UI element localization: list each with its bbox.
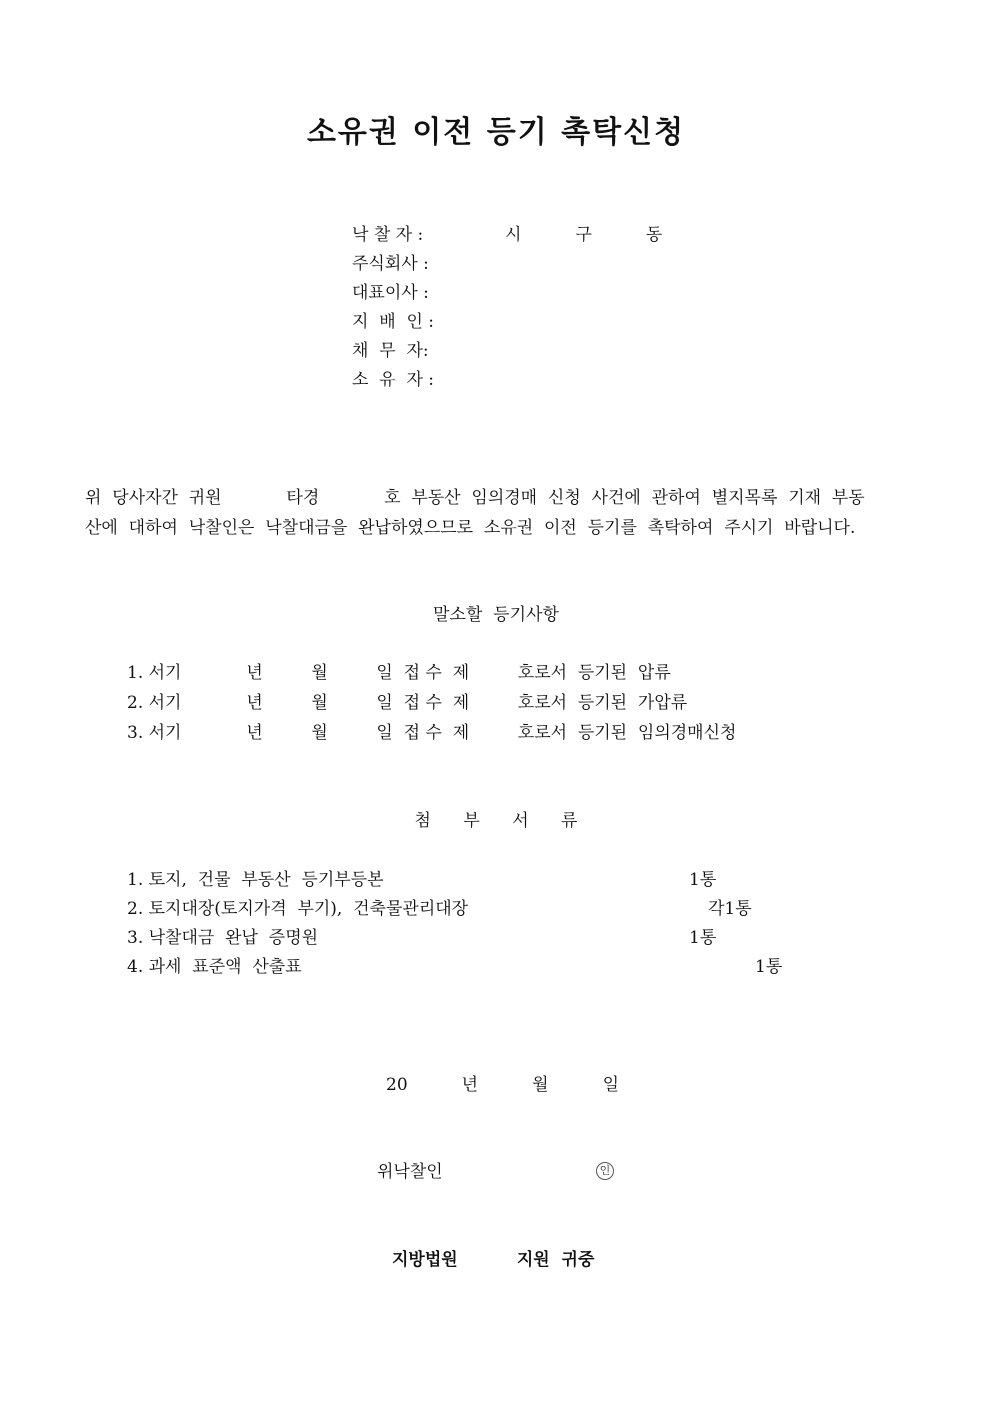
attachment-item-3: 3. 낙찰대금 완납 증명원 — [127, 928, 319, 948]
document-title: 소유권 이전 등기 촉탁신청 — [306, 115, 686, 150]
attachments-heading: 첨 부 서 류 — [414, 811, 578, 831]
party-debtor-label: 채 무 자: — [352, 341, 429, 361]
attachment-item-2: 2. 토지대장(토지가격 부기), 건축물관리대장 — [127, 899, 469, 919]
attachment-count-3: 1통 — [689, 928, 717, 948]
party-ceo-label: 대표이사 : — [352, 283, 429, 303]
date-line: 20 년 월 일 — [386, 1075, 620, 1095]
cancel-heading: 말소할 등기사항 — [433, 605, 559, 625]
attachment-count-2: 각1통 — [708, 899, 752, 919]
party-bidder-value: 시 구 동 — [505, 225, 663, 245]
attachment-item-4: 4. 과세 표준액 산출표 — [127, 957, 302, 977]
attachment-item-1: 1. 토지, 건물 부동산 등기부등본 — [127, 870, 384, 890]
cancel-item-2: 2. 서기 년 월 일 접 수 제 호로서 등기된 가압류 — [127, 693, 688, 713]
court-addressee: 지방법원 지원 귀중 — [392, 1250, 595, 1270]
attachment-count-4: 1통 — [755, 957, 783, 977]
party-bidder-label: 낙 찰 자 : — [352, 225, 424, 245]
cancel-item-1: 1. 서기 년 월 일 접 수 제 호로서 등기된 압류 — [127, 663, 671, 683]
cancel-item-3: 3. 서기 년 월 일 접 수 제 호로서 등기된 임의경매신청 — [127, 723, 737, 743]
party-owner-label: 소 유 자 : — [352, 370, 435, 390]
body-text-line-1: 위 당사자간 귀원 타경 호 부동산 임의경매 신청 사건에 관하여 별지목록 기재 부동 — [85, 488, 865, 508]
party-manager-label: 지 배 인 : — [352, 312, 435, 332]
attachment-count-1: 1통 — [689, 870, 717, 890]
body-text-line-2: 산에 대하여 낙찰인은 낙찰대금을 완납하였으므로 소유권 이전 등기를 촉탁하여 주시기 바랍니다. — [85, 518, 856, 538]
seal-mark: 인 — [596, 1162, 614, 1180]
party-company-label: 주식회사 : — [352, 254, 429, 274]
applicant-label: 위낙찰인 — [377, 1162, 443, 1182]
